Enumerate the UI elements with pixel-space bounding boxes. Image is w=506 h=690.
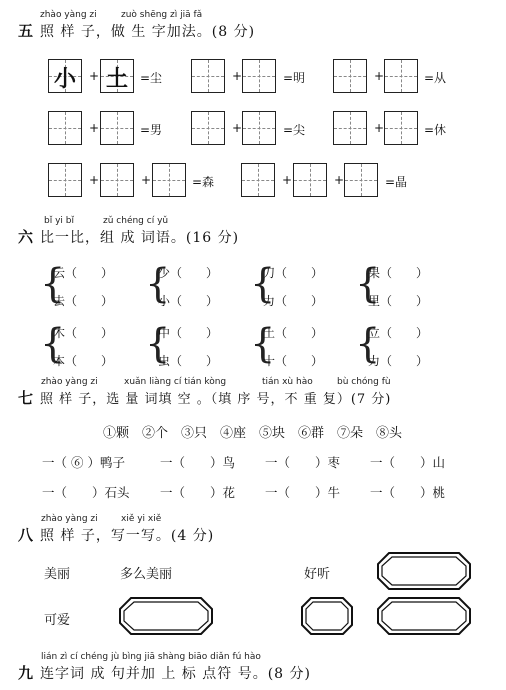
plus-sign: + — [374, 121, 385, 135]
char-box[interactable] — [48, 163, 82, 197]
section-6-number: 六 — [18, 228, 34, 246]
word-pair-item[interactable]: 虫（ ） — [158, 354, 219, 368]
s6-pinyin-2: zǔ chéng cí yǔ — [103, 216, 169, 226]
answer-octagon[interactable] — [301, 597, 353, 635]
result-6: =休 — [424, 123, 447, 137]
section-5-title: 照 样 子，做 生 字加法。(8 分) — [40, 24, 256, 40]
word-pair-item[interactable]: 立（ ） — [368, 326, 429, 340]
result-4: =男 — [140, 123, 163, 137]
s7-pinyin-2: xuǎn liàng cí tián kòng — [124, 377, 227, 387]
char-box[interactable] — [293, 163, 327, 197]
plus-sign: + — [89, 69, 100, 83]
result-8: =晶 — [385, 175, 408, 189]
result-1: =尘 — [140, 71, 163, 85]
char-box[interactable] — [191, 111, 225, 145]
brace: { — [40, 321, 66, 367]
plus-sign: + — [374, 69, 385, 83]
result-3: =从 — [424, 71, 447, 85]
section-8-number: 八 — [18, 526, 34, 544]
word-pair-item[interactable]: 去（ ） — [53, 294, 114, 308]
word-pair-item[interactable]: 果（ ） — [368, 266, 429, 280]
char-box[interactable] — [241, 163, 275, 197]
brace: { — [355, 261, 381, 307]
brace: { — [355, 321, 381, 367]
answer-octagon[interactable] — [377, 597, 471, 635]
plus-sign: + — [232, 69, 243, 83]
char-box[interactable] — [48, 111, 82, 145]
char-box[interactable] — [191, 59, 225, 93]
fill-blank-item[interactable]: 一（ ）枣 — [265, 455, 341, 470]
s8-pinyin-2: xiě yi xiě — [121, 514, 162, 524]
char-box[interactable] — [100, 163, 134, 197]
example-char-a: 小 — [53, 66, 76, 92]
char-box[interactable] — [242, 111, 276, 145]
brace: { — [250, 261, 276, 307]
word-pair-item[interactable]: 中（ ） — [158, 326, 219, 340]
brace: { — [145, 321, 171, 367]
s7-pinyin-1: zhào yàng zi — [41, 377, 98, 387]
example-box-b — [100, 59, 134, 93]
char-box[interactable] — [384, 111, 418, 145]
example-word: 美丽 — [44, 567, 71, 582]
result-2: =明 — [283, 71, 306, 85]
result-5: =尖 — [283, 123, 306, 137]
s5-pinyin-2: zuò shēng zì jiā fǎ — [121, 10, 203, 20]
example-char-b: 土 — [105, 66, 128, 92]
plus-sign: + — [334, 173, 345, 187]
s8-pinyin-1: zhào yàng zi — [41, 514, 98, 524]
char-box[interactable] — [333, 59, 367, 93]
s7-pinyin-3: tián xù hào — [262, 377, 313, 387]
plus-sign: + — [89, 173, 100, 187]
section-6-title: 比一比，组 成 词语。(16 分) — [40, 230, 240, 246]
word-pair-item[interactable]: 少（ ） — [158, 266, 219, 280]
brace: { — [250, 321, 276, 367]
char-box[interactable] — [152, 163, 186, 197]
example-box-a — [48, 59, 82, 93]
section-8-title: 照 样 子，写一写。(4 分) — [40, 528, 215, 544]
s7-pinyin-4: bù chóng fù — [337, 377, 391, 387]
section-7-title: 照 样 子，选 量 词填 空 。（填 序 号，不 重 复）(7 分) — [40, 392, 392, 407]
char-box[interactable] — [242, 59, 276, 93]
plus-sign: + — [141, 173, 152, 187]
answer-octagon[interactable] — [377, 552, 471, 590]
word-pair-item[interactable]: 土（ ） — [263, 326, 324, 340]
word-pair-item[interactable]: 本（ ） — [53, 354, 114, 368]
example-answer: 多么美丽 — [120, 567, 173, 582]
word-pair-item[interactable]: 刀（ ） — [263, 266, 324, 280]
fill-blank-item[interactable]: 一（ ）牛 — [265, 485, 341, 500]
char-box[interactable] — [384, 59, 418, 93]
word-pair-item[interactable]: 里（ ） — [368, 294, 429, 308]
word-pair-item[interactable]: 十（ ） — [263, 354, 324, 368]
char-box[interactable] — [100, 111, 134, 145]
answer-octagon[interactable] — [119, 597, 213, 635]
fill-blank-item[interactable]: 一（ ）石头 — [42, 485, 130, 500]
word-pair-item[interactable]: 力（ ） — [263, 294, 324, 308]
measure-word-options: ①颗 ②个 ③只 ④座 ⑤块 ⑥群 ⑦朵 ⑧头 — [103, 426, 403, 441]
plus-sign: + — [282, 173, 293, 187]
word-pair-item[interactable]: 小（ ） — [158, 294, 219, 308]
plus-sign: + — [89, 121, 100, 135]
s5-pinyin-1: zhào yàng zi — [40, 10, 97, 20]
fill-blank-item[interactable]: 一（ ）桃 — [370, 485, 446, 500]
word-pair-item[interactable]: 力（ ） — [368, 354, 429, 368]
word-keai: 可爱 — [44, 613, 71, 628]
brace: { — [40, 261, 66, 307]
brace: { — [145, 261, 171, 307]
section-5-number: 五 — [18, 22, 34, 40]
char-box[interactable] — [333, 111, 367, 145]
char-box[interactable] — [344, 163, 378, 197]
section-7-number: 七 — [18, 389, 34, 407]
section-9-number: 九 — [18, 664, 34, 682]
s9-pinyin: lián zì cí chéng jù bìng jiā shàng biāo diǎn fú hào — [41, 652, 261, 662]
s6-pinyin-1: bǐ yi bǐ — [44, 216, 74, 226]
fill-blank-item[interactable]: 一（ ⑥ ）鸭子 — [42, 455, 125, 470]
word-haoting: 好听 — [304, 567, 331, 582]
fill-blank-item[interactable]: 一（ ）山 — [370, 455, 446, 470]
fill-blank-item[interactable]: 一（ ）花 — [160, 485, 236, 500]
word-pair-item[interactable]: 木（ ） — [53, 326, 114, 340]
section-9-title: 连字词 成 句并加 上 标 点符 号。(8 分) — [40, 666, 311, 682]
plus-sign: + — [232, 121, 243, 135]
fill-blank-item[interactable]: 一（ ）鸟 — [160, 455, 236, 470]
word-pair-item[interactable]: 云（ ） — [53, 266, 114, 280]
result-7: =森 — [192, 175, 215, 189]
